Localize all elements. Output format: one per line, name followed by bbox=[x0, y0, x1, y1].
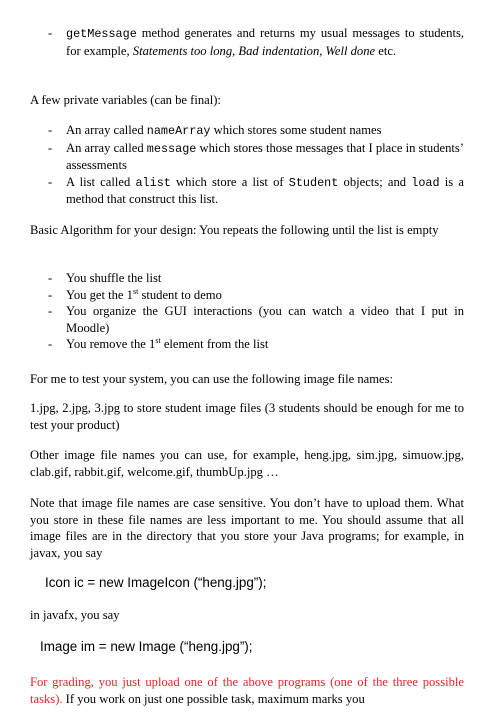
example-messages: Statements too long, Bad indentation, Well done bbox=[132, 43, 376, 58]
code-load: load bbox=[411, 175, 440, 190]
list-item: - An array called message which stores those messages that I place in students’ assessments bbox=[48, 140, 464, 173]
code-Student: Student bbox=[288, 175, 339, 190]
bullet-dash: - bbox=[48, 26, 53, 40]
list-item: - An array called nameArray which stores some student names bbox=[48, 123, 382, 138]
code-alist: alist bbox=[135, 175, 171, 190]
paragraph-other-files: Other image file names you can use, for example, heng.jpg, sim.jpg, simuow.jpg, clab.gif, rabbit.gif, welcome.gif, thumbUp.jpg … bbox=[30, 448, 464, 479]
list-item: - You remove the 1st element from the list bbox=[48, 336, 269, 352]
grading-red-text: For grading, you just upload one of the above programs (one of the three possible tasks). bbox=[30, 675, 464, 706]
paragraph-case-sensitive-note: Note that image file names are case sensitive. You don’t have to upload them. What you store in these file names are less important to me. You should assume that all image files are in the directory that you store your Java programs; for example, in javax, you say bbox=[30, 496, 464, 560]
algorithm-steps-list bbox=[48, 270, 464, 353]
code-example-javafx: Image im = new Image (“heng.jpg”); bbox=[40, 639, 253, 654]
top-bullet-list bbox=[48, 25, 464, 59]
paragraph-javafx: in javafx, you say bbox=[30, 608, 120, 622]
grading-black-text: If you work on just one possible task, maximum marks you bbox=[62, 691, 365, 706]
paragraph-basic-algorithm: Basic Algorithm for your design: You repeats the following until the list is empty bbox=[30, 223, 439, 237]
paragraph-test-system: For me to test your system, you can use the following image file names: bbox=[30, 372, 394, 386]
list-item: - You shuffle the list bbox=[48, 271, 162, 285]
code-message: message bbox=[146, 141, 197, 156]
code-getMessage: getMessage bbox=[66, 27, 137, 41]
paragraph-jpg-files: 1.jpg, 2.jpg, 3.jpg to store student image files (3 students should be enough for me to test your product) bbox=[30, 401, 464, 432]
code-example-javax: Icon ic = new ImageIcon (“heng.jpg”); bbox=[45, 575, 267, 590]
private-variables-list bbox=[48, 122, 464, 208]
list-item: - You organize the GUI interactions (you can watch a video that I put in Moodle) bbox=[48, 304, 464, 335]
list-item: - You get the 1st student to demo bbox=[48, 286, 222, 302]
list-item: - getMessage method generates and returns my usual messages to students, for example, Statements too long, Bad indentation, Well done etc. bbox=[48, 26, 464, 58]
code-nameArray: nameArray bbox=[146, 124, 211, 138]
paragraph-grading bbox=[30, 674, 464, 707]
paragraph-private-variables: A few private variables (can be final): bbox=[30, 93, 221, 107]
list-item: - A list called alist which store a list of Student objects; and load is a method that construct this list. bbox=[48, 174, 464, 207]
